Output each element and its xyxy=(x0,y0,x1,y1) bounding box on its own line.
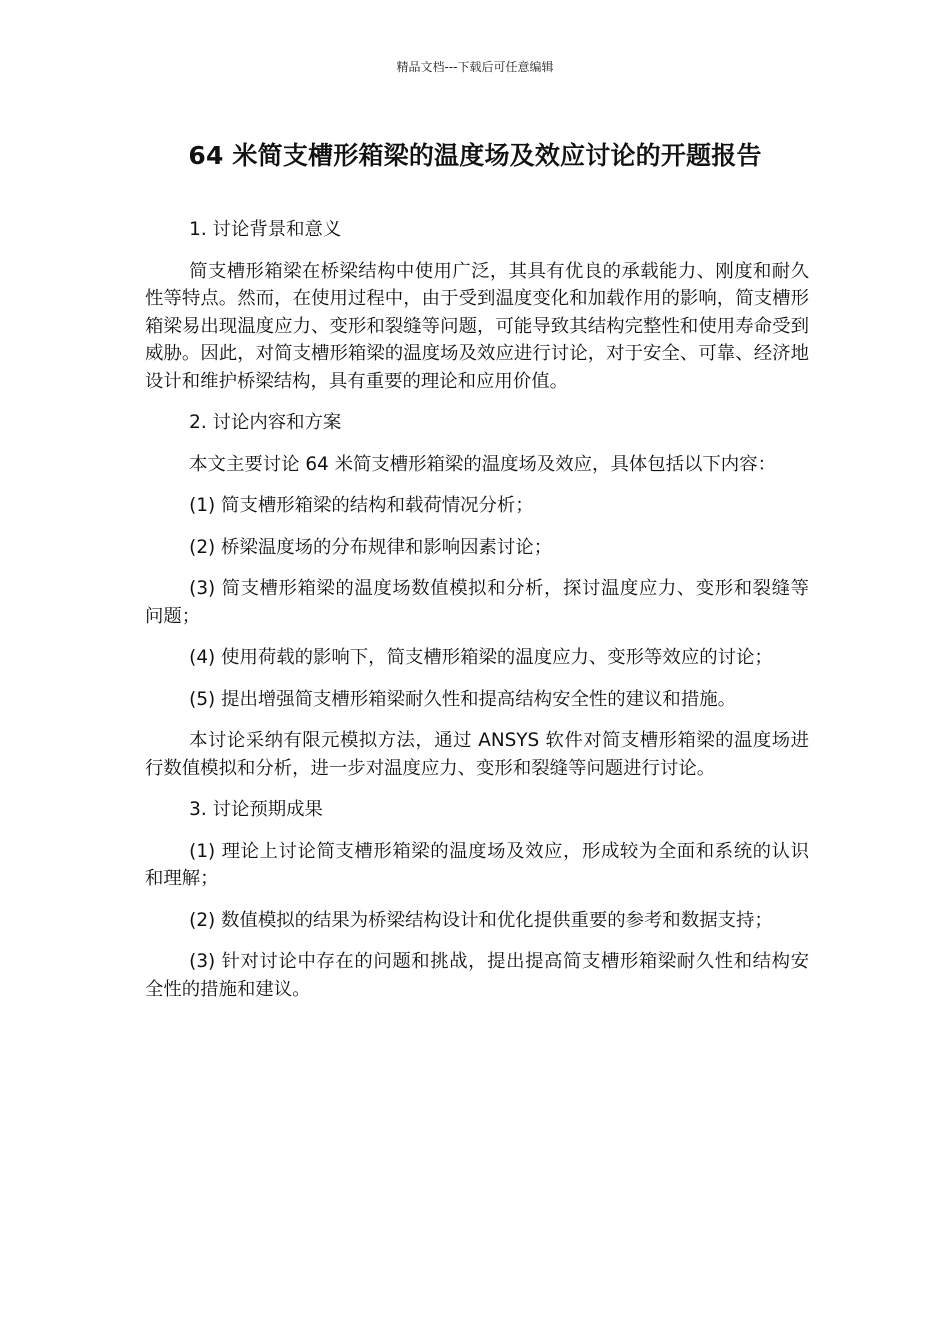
paragraph-content-intro: 本文主要讨论 64 米简支槽形箱梁的温度场及效应，具体包括以下内容： xyxy=(189,453,776,475)
paragraph-background: 简支槽形箱梁在桥梁结构中使用广泛，其具有优良的承载能力、刚度和耐久性等特点。然而，在使用过程中，由于受到温度变化和加载作用的影响，简支槽形箱梁易出现温度应力、变形和裂缝等问题，可能导致其结构完整性和使用寿命受到威胁。因此，对简支槽形箱梁的温度场及效应进行讨论，对于安全、可靠、经济地设计和维护桥梁结构，具有重要的理论和应用价值。 xyxy=(145,260,809,392)
list-item: (3) 简支槽形箱梁的温度场数值模拟和分析，探讨温度应力、变形和裂缝等问题； xyxy=(145,578,809,627)
list-item: (1) 理论上讨论简支槽形箱梁的温度场及效应，形成较为全面和系统的认识和理解； xyxy=(145,840,809,889)
section-heading-background: 1. 讨论背景和意义 xyxy=(189,219,342,240)
list-item: (5) 提出增强简支槽形箱梁耐久性和提高结构安全性的建议和措施。 xyxy=(189,688,736,710)
section-heading-outcomes: 3. 讨论预期成果 xyxy=(189,799,323,820)
list-item: (3) 针对讨论中存在的问题和挑战，提出提高简支槽形箱梁耐久性和结构安全性的措施和建议。 xyxy=(145,951,809,1000)
paragraph-method: 本讨论采纳有限元模拟方法，通过 ANSYS 软件对简支槽形箱梁的温度场进行数值模拟和分析，进一步对温度应力、变形和裂缝等问题进行讨论。 xyxy=(145,730,809,779)
document-title: 64 米简支槽形箱梁的温度场及效应讨论的开题报告 xyxy=(188,141,762,170)
list-item: (2) 桥梁温度场的分布规律和影响因素讨论； xyxy=(189,536,553,558)
section-heading-content: 2. 讨论内容和方案 xyxy=(189,412,342,433)
list-item: (2) 数值模拟的结果为桥梁结构设计和优化提供重要的参考和数据支持； xyxy=(189,909,773,931)
list-item: (1) 简支槽形箱梁的结构和载荷情况分析； xyxy=(189,495,534,516)
document-body xyxy=(145,216,809,1017)
list-item: (4) 使用荷载的影响下，简支槽形箱梁的温度应力、变形等效应的讨论； xyxy=(189,647,773,668)
header-note: 精品文档---下载后可任意编辑 xyxy=(396,60,554,74)
